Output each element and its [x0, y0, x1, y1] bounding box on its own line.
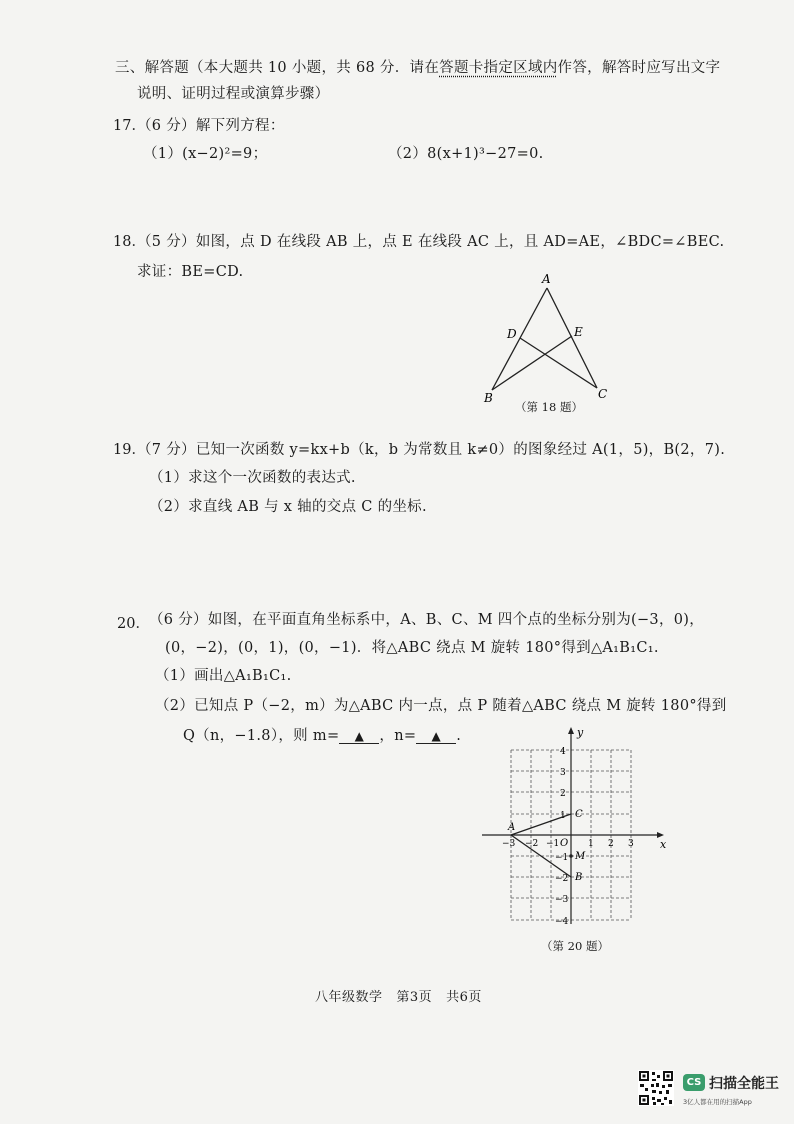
y-axis-arrow [568, 727, 574, 734]
camscanner-brand-name: 扫描全能王 [709, 1076, 779, 1092]
y-tick-label: −2 [555, 874, 569, 884]
answer-blank-m[interactable]: ▲ [339, 729, 379, 744]
answer-blank-n[interactable]: ▲ [416, 729, 456, 744]
x-tick-label: −1 [546, 839, 560, 849]
x-tick-label: 1 [588, 839, 594, 849]
origin-label: O [560, 838, 569, 849]
y-tick-label: −4 [555, 917, 569, 927]
q18-segment-be [492, 336, 572, 390]
y-tick-label: 3 [560, 768, 566, 778]
x-axis-label: x [660, 838, 667, 851]
q18-prove: 求证：BE=CD. [137, 264, 244, 280]
q17-number: 17． [113, 118, 146, 134]
q18-stem: （5 分）如图，点 D 在线段 AB 上，点 E 在线段 AC 上，且 AD=AE，∠BDC=∠BEC. [137, 234, 725, 250]
q20-part2-mid: ，n= [379, 728, 417, 744]
q19-part2: （2）求直线 AB 与 x 轴的交点 C 的坐标. [149, 499, 427, 515]
y-tick-label: −1 [555, 853, 569, 863]
camscanner-logo-icon: CS [683, 1074, 705, 1091]
y-tick-label: 4 [560, 747, 566, 757]
y-tick-label: 2 [560, 789, 566, 799]
q18-label-c: C [598, 387, 608, 401]
section-heading-part-a: 三、解答题（本大题共 10 小题，共 68 分．请在 [115, 60, 440, 76]
q18-triangle-figure [470, 268, 620, 408]
point-b-label: B [575, 872, 583, 883]
camscanner-tagline: 3亿人都在用的扫描App [683, 1098, 752, 1106]
q20-caption: （第 20 题） [541, 939, 609, 953]
q19-stem: （7 分）已知一次函数 y=kx+b（k，b 为常数且 k≠0）的图象经过 A(1，5)，B(2，7). [137, 442, 726, 458]
x-tick-label: −2 [525, 839, 539, 849]
x-tick-label: 3 [628, 839, 634, 849]
point-m-label: M [575, 851, 586, 862]
section-heading-dotted: 答题卡指定区域内 [439, 60, 558, 76]
triangle-side-ac [511, 814, 571, 835]
page-footer: 八年级数学 第3页 共6页 [315, 990, 482, 1005]
section-heading [115, 56, 720, 77]
q18-side-ac [547, 288, 597, 388]
qr-code-icon [638, 1070, 674, 1106]
q18-label-e: E [574, 325, 583, 339]
q18-number: 18． [113, 234, 146, 250]
q19-part1: （1）求这个一次函数的表达式. [149, 470, 356, 486]
q17-part1: （1）(x−2)²=9； [143, 146, 268, 162]
q17-part2: （2）8(x+1)³−27=0. [388, 146, 544, 162]
q17-stem: （6 分）解下列方程： [137, 118, 285, 134]
y-tick-label: 1 [560, 811, 566, 821]
section-heading-line2: 说明、证明过程或演算步骤） [137, 86, 330, 102]
q18-side-ab [492, 288, 547, 390]
q20-part2-end: . [456, 728, 462, 744]
q18-label-d: D [507, 327, 517, 341]
q18-label-b: B [484, 391, 493, 405]
q20-part2-line1: （2）已知点 P（−2，m）为△ABC 内一点，点 P 随着△ABC 绕点 M 旋转 180°得到 [155, 698, 727, 714]
q20-number: 20． [117, 616, 150, 632]
section-heading-part-b: 作答，解答时应写出文字 [557, 60, 721, 76]
q19-number: 19． [113, 442, 146, 458]
y-tick-label: −3 [555, 895, 569, 905]
q18-label-a: A [542, 272, 551, 286]
q20-part2-line2 [183, 724, 461, 745]
q20-stem-line1: （6 分）如图，在平面直角坐标系中，A、B、C、M 四个点的坐标分别为(−3，0)， [149, 612, 705, 628]
point-m-marker [569, 854, 573, 858]
y-axis-label: y [577, 726, 584, 739]
x-tick-label: 2 [608, 839, 614, 849]
point-c-label: C [575, 809, 583, 820]
q18-caption: （第 18 题） [515, 400, 583, 414]
q20-coordinate-graph [476, 724, 672, 928]
q20-part1: （1）画出△A₁B₁C₁. [155, 668, 292, 684]
point-a-label: A [508, 822, 516, 833]
q20-part2-q: Q（n，−1.8），则 m= [183, 728, 340, 744]
q20-stem-line2: (0，−2)，(0，1)，(0，−1)．将△ABC 绕点 M 旋转 180°得到△A₁B₁C₁. [165, 640, 659, 656]
x-tick-label: −3 [502, 839, 516, 849]
